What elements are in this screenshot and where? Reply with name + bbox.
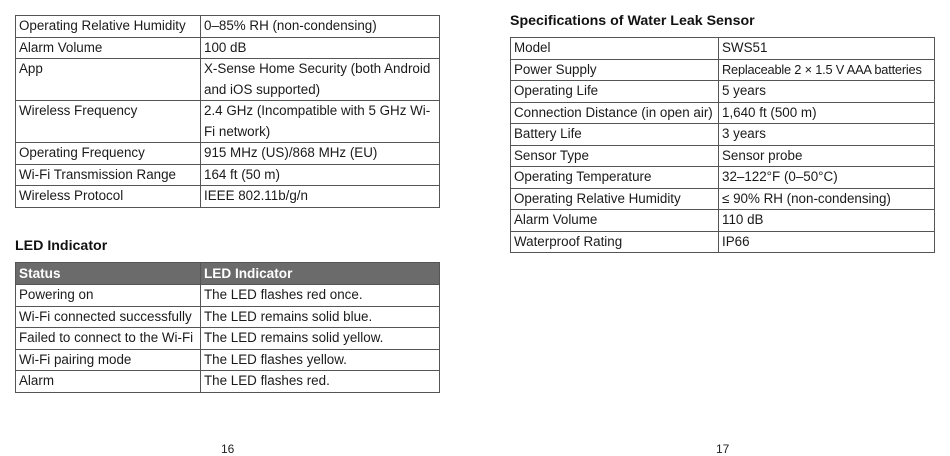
- page-number: 16: [221, 442, 235, 456]
- table-row: [511, 210, 935, 232]
- spec-value: 110 dB: [719, 210, 935, 232]
- table-row: [16, 349, 440, 371]
- spec-label: Alarm Volume: [511, 210, 719, 232]
- spec-label: Battery Life: [511, 124, 719, 146]
- spec-value: 100 dB: [201, 37, 440, 59]
- table-row: [16, 16, 440, 38]
- spec-value: IP66: [719, 231, 935, 253]
- spec-label: Connection Distance (in open air): [511, 102, 719, 124]
- table-row: [511, 167, 935, 189]
- led-status: Wi-Fi pairing mode: [16, 349, 201, 371]
- spec-label: Wireless Frequency: [16, 101, 201, 143]
- spec-label: Wireless Protocol: [16, 186, 201, 208]
- table-row: [511, 102, 935, 124]
- table-row: [16, 285, 440, 307]
- spec-value: SWS51: [719, 38, 935, 60]
- table-row: [16, 101, 440, 143]
- spec-value: Replaceable 2 × 1.5 V AAA batteries: [719, 59, 935, 81]
- led-status: Powering on: [16, 285, 201, 307]
- table-row: [511, 59, 935, 81]
- table-row: [511, 231, 935, 253]
- table-row: [16, 371, 440, 393]
- led-behavior: The LED flashes yellow.: [201, 349, 440, 371]
- table-header-row: [16, 263, 440, 285]
- led-behavior: The LED remains solid blue.: [201, 306, 440, 328]
- spec-value: 5 years: [719, 81, 935, 103]
- table-row: [16, 143, 440, 165]
- spec-label: Operating Relative Humidity: [511, 188, 719, 210]
- table-row: [511, 188, 935, 210]
- table-row: [16, 186, 440, 208]
- spec-label: Power Supply: [511, 59, 719, 81]
- led-status: Alarm: [16, 371, 201, 393]
- spec-value: 3 years: [719, 124, 935, 146]
- continued-specs-table: [15, 15, 440, 208]
- table-row: [16, 164, 440, 186]
- spec-label: Waterproof Rating: [511, 231, 719, 253]
- table-row: [511, 38, 935, 60]
- spec-label: Operating Life: [511, 81, 719, 103]
- table-row: [16, 37, 440, 59]
- right-page: [475, 0, 950, 455]
- left-page: [0, 0, 475, 455]
- spec-label: Operating Relative Humidity: [16, 16, 201, 38]
- page-number: 17: [716, 442, 730, 456]
- water-leak-specs-table: [510, 37, 935, 253]
- table-row: [511, 124, 935, 146]
- spec-label: Sensor Type: [511, 145, 719, 167]
- led-behavior: The LED flashes red.: [201, 371, 440, 393]
- spec-label: Wi-Fi Transmission Range: [16, 164, 201, 186]
- spec-value: 0–85% RH (non-condensing): [201, 16, 440, 38]
- table-row: [511, 145, 935, 167]
- column-header-status: Status: [16, 263, 201, 285]
- spec-value: 2.4 GHz (Incompatible with 5 GHz Wi-Fi network): [201, 101, 440, 143]
- spec-label: Alarm Volume: [16, 37, 201, 59]
- column-header-led-indicator: LED Indicator: [201, 263, 440, 285]
- spec-label: Model: [511, 38, 719, 60]
- table-row: [16, 306, 440, 328]
- spec-value: 32–122°F (0–50°C): [719, 167, 935, 189]
- table-row: [16, 328, 440, 350]
- led-status: Wi-Fi connected successfully: [16, 306, 201, 328]
- spec-value: 164 ft (50 m): [201, 164, 440, 186]
- led-behavior: The LED flashes red once.: [201, 285, 440, 307]
- spec-label: Operating Frequency: [16, 143, 201, 165]
- led-status: Failed to connect to the Wi-Fi: [16, 328, 201, 350]
- spec-value: 915 MHz (US)/868 MHz (EU): [201, 143, 440, 165]
- spec-value: X-Sense Home Security (both Android and iOS supported): [201, 59, 440, 101]
- table-row: [511, 81, 935, 103]
- spec-label: App: [16, 59, 201, 101]
- spec-value: IEEE 802.11b/g/n: [201, 186, 440, 208]
- led-indicator-heading: LED Indicator: [15, 238, 108, 254]
- led-indicator-table: [15, 262, 440, 393]
- water-leak-specs-heading: Specifications of Water Leak Sensor: [510, 13, 755, 29]
- spec-value: ≤ 90% RH (non-condensing): [719, 188, 935, 210]
- led-behavior: The LED remains solid yellow.: [201, 328, 440, 350]
- spec-value: 1,640 ft (500 m): [719, 102, 935, 124]
- spec-label: Operating Temperature: [511, 167, 719, 189]
- table-row: [16, 59, 440, 101]
- spec-value: Sensor probe: [719, 145, 935, 167]
